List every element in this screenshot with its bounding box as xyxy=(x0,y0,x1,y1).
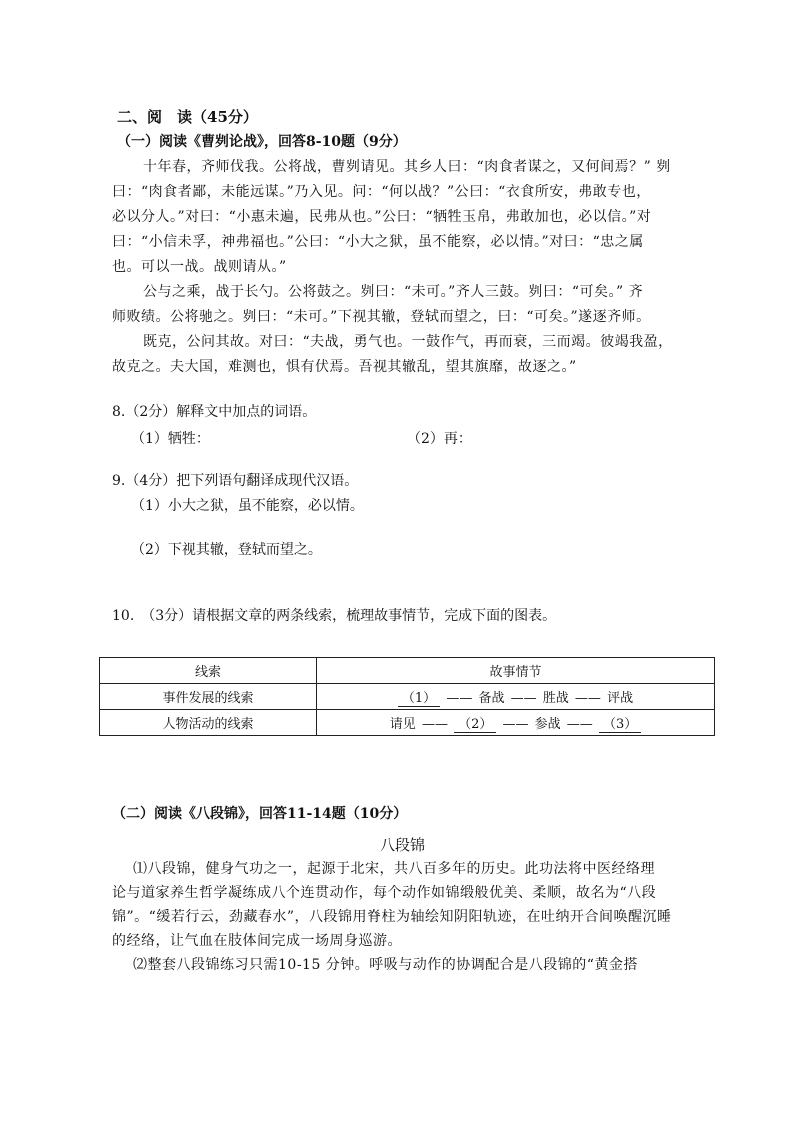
passage-line: 必以分人。”对曰：“小惠未遍，民弗从也。”公曰：“牺牲玉帛，弗敢加也，必以信。”对 xyxy=(112,209,652,225)
row1-label: 事件发展的线索 xyxy=(100,684,317,710)
section-heading: 二、阅 读（45分） xyxy=(117,108,258,126)
q8-stem: 8.（2分）解释文中加点的词语。 xyxy=(112,404,317,420)
q9-stem: 9.（4分）把下列语句翻译成现代汉语。 xyxy=(112,473,359,489)
row2-label: 人物活动的线索 xyxy=(100,710,317,736)
q8-item2: （2）再： xyxy=(407,431,472,447)
passage-line: 故克之。夫大国，难测也，惧有伏焉。吾视其辙乱，望其旗靡，故逐之。” xyxy=(112,359,577,375)
passage-line: 曰：“肉食者鄙，未能远谋。”乃入见。问：“何以战？”公曰：“衣食所安，弗敢专也， xyxy=(112,184,651,200)
row1-plot xyxy=(317,684,715,710)
passage-line: ⑵整套八段锦练习只需10-15 分钟。呼吸与动作的协调配合是八段锦的“黄金搭 xyxy=(133,957,638,973)
part1-heading: （一）阅读《曹刿论战》，回答8-10题（9分） xyxy=(117,134,407,150)
table-row xyxy=(100,684,715,710)
part2-heading: （二）阅读《八段锦》，回答11-14题（10分） xyxy=(112,806,408,822)
blank-1: （1） xyxy=(398,691,440,707)
passage-line: 也。可以一战。战则请从。” xyxy=(112,259,287,275)
passage-line: 师败绩。公将驰之。刿曰：“未可。”下视其辙，登轼而望之，曰：“可矣。”遂逐齐师。 xyxy=(112,309,651,325)
blank-3: （3） xyxy=(599,717,641,733)
table-header-row xyxy=(100,658,715,684)
step-win: 胜战 xyxy=(542,691,569,706)
blank-2: （2） xyxy=(454,717,496,733)
dash: —— xyxy=(502,717,529,732)
passage-line: 既克，公问其故。对曰：“夫战，勇气也。一鼓作气，再而衰，三而竭。彼竭我盈， xyxy=(143,334,673,350)
row2-plot xyxy=(317,710,715,736)
dash: —— xyxy=(421,717,448,732)
dash: —— xyxy=(574,691,601,706)
passage-line: 十年春，齐师伐我。公将战，曹刿请见。其乡人曰：“肉食者谋之，又何间焉？” 刿 xyxy=(143,159,671,175)
dash: —— xyxy=(446,691,473,706)
q8-item1: （1）牺牲： xyxy=(131,431,210,447)
header-clue: 线索 xyxy=(100,658,317,684)
story-plot-table xyxy=(99,657,715,736)
q9-item1: （1）小大之狱，虽不能察，必以情。 xyxy=(131,498,364,514)
q10-stem: 10. （3分）请根据文章的两条线索，梳理故事情节，完成下面的图表。 xyxy=(112,608,557,624)
passage-line: 的经络，让气血在肢体间完成一场周身巡游。 xyxy=(112,933,402,949)
q9-item2: （2）下视其辙，登轼而望之。 xyxy=(131,542,322,558)
step-join-battle: 参战 xyxy=(534,717,561,732)
step-review: 评战 xyxy=(607,691,634,706)
passage-line: 公与之乘，战于长勺。公将鼓之。刿曰：“未可。”齐人三鼓。刿曰：“可矣。” 齐 xyxy=(143,284,644,300)
passage-line: 论与道家养生哲学凝练成八个连贯动作，每个动作如锦缎般优美、柔顺，故名为“八段 xyxy=(112,885,657,901)
header-plot: 故事情节 xyxy=(317,658,715,684)
step-prepare: 备战 xyxy=(478,691,505,706)
passage-line: ⑴八段锦，健身气功之一，起源于北宋，共八百多年的历史。此功法将中医经络理 xyxy=(133,861,655,877)
passage-line: 曰：“小信未孚，神弗福也。”公曰：“小大之狱，虽不能察，必以情。”对曰：“忠之属 xyxy=(112,234,644,250)
step-request: 请见 xyxy=(389,717,416,732)
dash: —— xyxy=(566,717,593,732)
dash: —— xyxy=(510,691,537,706)
table-row xyxy=(100,710,715,736)
part2-title: 八段锦 xyxy=(380,836,426,854)
passage-line: 锦”。“缓若行云，劲藏春水”，八段锦用脊柱为轴绘知阴阳轨迹，在吐纳开合间唤醒沉睡 xyxy=(112,909,672,925)
